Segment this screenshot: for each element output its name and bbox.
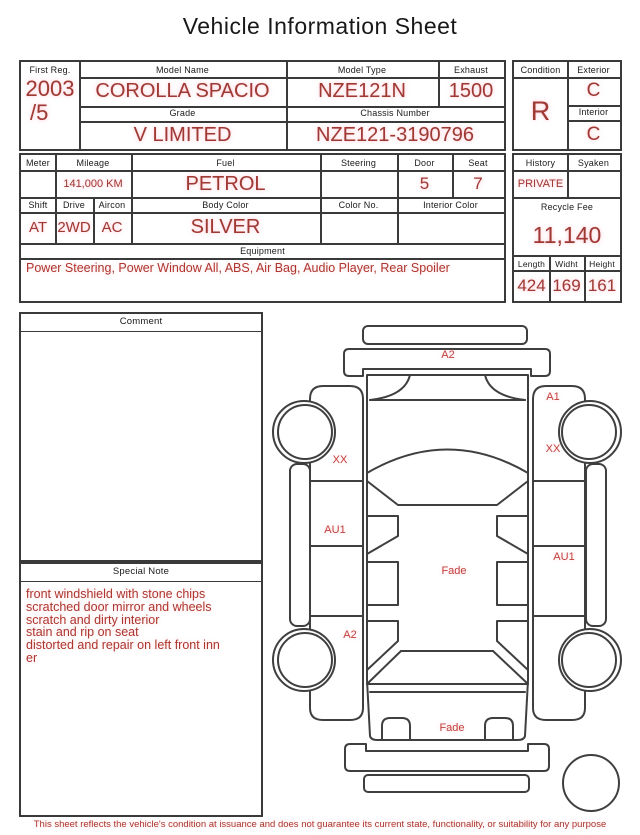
exhaust-value: 1500 [448,80,494,102]
height-label: Height [589,259,615,269]
rear-bumper-trim [364,775,529,792]
exterior-label: Exterior [577,65,610,75]
aircon-label: Aircon [98,200,126,210]
spare-wheel [563,755,619,811]
interior-label: Interior [578,107,609,117]
history-value: PRIVATE [517,178,564,190]
exhaust-label: Exhaust [454,65,488,75]
seat-label: Seat [468,158,488,168]
mileage-value: 141,000 KM [63,178,123,190]
length-value: 424 [517,276,546,295]
width-value: 169 [552,276,581,295]
body-color-value: SILVER [190,216,261,238]
exterior-grade: C [586,80,601,101]
page-title: Vehicle Information Sheet [182,13,458,39]
mileage-label: Mileage [76,158,110,168]
damage-label-left-rear-fender: A2 [343,629,357,641]
model-name-value: COROLLA SPACIO [95,80,270,102]
damage-label-rear-gate: Fade [439,722,465,734]
fuel-label: Fuel [216,158,235,168]
first-reg-label: First Reg. [29,65,71,75]
model-type-value: NZE121N [318,80,406,102]
special-note-line: er [26,650,38,665]
grade-value: V LIMITED [133,124,232,146]
first-reg-month: /5 [30,100,49,125]
height-value: 161 [587,276,617,295]
rear-right-wheel-inner [562,633,616,687]
front-left-wheel-inner [278,405,332,459]
special-note-line: distorted and repair on left front inn [26,638,220,653]
damage-label-right-rear-door: AU1 [553,551,575,563]
aircon-value: AC [101,219,123,236]
width-label: Widht [555,259,578,269]
damage-label-roof: Fade [441,565,467,577]
damage-label-right-front-wheel: XX [545,443,561,455]
damage-label-left-front-door: AU1 [324,524,346,536]
meter-label: Meter [25,158,50,168]
special-note-line: stain and rip on seat [26,625,139,640]
shift-label: Shift [28,200,48,210]
history-label: History [525,158,556,168]
steering-label: Steering [340,158,377,168]
length-label: Length [517,259,546,269]
grid-line [514,197,620,199]
body-color-label: Body Color [202,200,249,210]
grid-line [514,255,620,257]
equipment-label: Equipment [240,246,285,256]
drive-value: 2WD [57,219,91,236]
special-note-label: Special Note [112,566,170,577]
grid-line [21,581,261,582]
grade-label: Grade [169,108,196,118]
front-right-wheel-inner [562,405,616,459]
condition-label: Condition [520,65,561,75]
left-rear-door [310,546,363,616]
seat-value: 7 [473,174,483,193]
fuel-value: PETROL [185,173,266,195]
interior-color-label: Interior Color [423,200,478,210]
damage-label-right-front-fender: A1 [546,391,560,403]
model-type-label: Model Type [337,65,387,75]
chassis-number-label: Chassis Number [360,108,430,118]
rear-bumper [345,744,549,771]
footer-disclaimer: This sheet reflects the vehicle's condition at issuance and does not guarantee its current state, functionality, or suitability for any purpose [33,819,607,830]
special-note-line: front windshield with stone chips [26,587,206,601]
first-reg-year: 2003 [25,76,75,101]
interior-grade: C [586,124,601,145]
car-condition-diagram [270,318,640,818]
recycle-fee-label: Recycle Fee [540,202,594,212]
comment-label: Comment [119,316,163,327]
comment-box [19,312,263,562]
special-note-text [26,588,258,665]
right-front-door [533,481,585,546]
door-label: Door [414,158,435,168]
damage-label-front-bumper: A2 [441,349,455,361]
front-bumper-trim [363,326,527,344]
syaken-label: Syaken [577,158,610,168]
recycle-fee-value: 11,140 [532,222,602,248]
condition-grade: R [530,96,551,126]
chassis-number-value: NZE121-3190796 [316,124,474,146]
shift-value: AT [28,219,48,236]
right-rocker-panel [586,464,606,626]
grid-line [21,331,261,332]
car-body-outline [367,375,528,740]
rear-left-wheel-inner [278,633,332,687]
special-note-line: scratch and dirty interior [26,612,160,627]
drive-label: Drive [62,200,85,210]
damage-label-left-front-fender: XX [332,454,348,466]
model-name-label: Model Name [155,65,210,75]
left-rocker-panel [290,464,310,626]
left-front-door [310,481,363,546]
special-note-line: scratched door mirror and wheels [26,599,212,614]
color-no-label: Color No. [338,200,379,210]
equipment-value: Power Steering, Power Window All, ABS, Air Bag, Audio Player, Rear Spoiler [26,261,450,275]
door-value: 5 [419,174,430,193]
